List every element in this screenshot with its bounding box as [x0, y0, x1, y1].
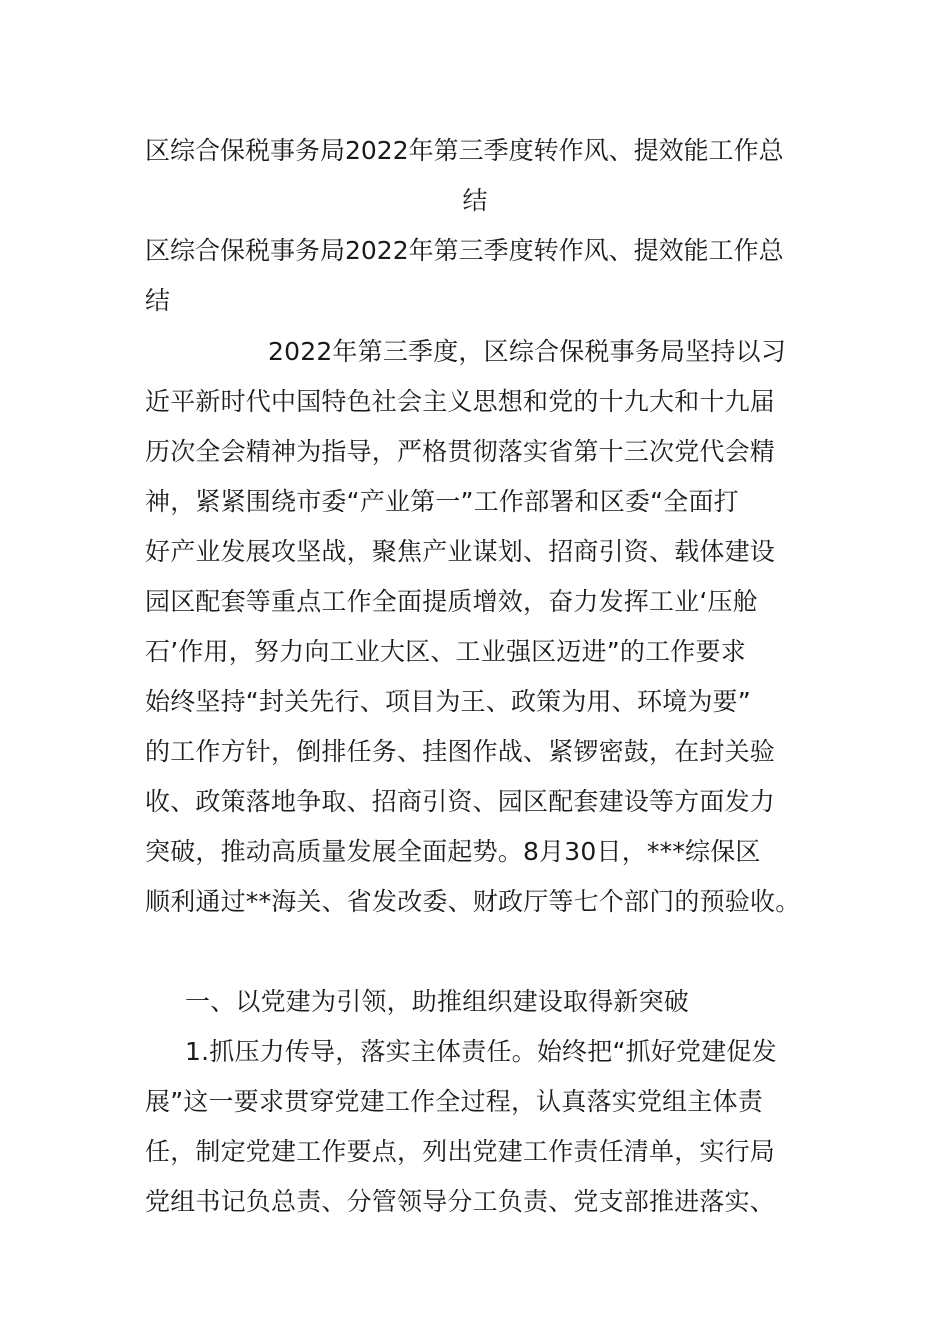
intro-line: 历次全会精神为指导，严格贯彻落实省第十三次党代会精: [145, 437, 776, 466]
section1-line: 展”这一要求贯穿党建工作全过程，认真落实党组主体责: [145, 1087, 763, 1116]
document-subtitle-line2: 结: [145, 286, 171, 315]
section1-line: 任，制定党建工作要点，列出党建工作责任清单，实行局: [145, 1137, 776, 1166]
document-subtitle-line1: 区综合保税事务局2022年第三季度转作风、提效能工作总: [145, 236, 784, 265]
section1-line: 1.抓压力传导，落实主体责任。始终把“抓好党建促发: [185, 1037, 777, 1066]
intro-line: 石’作用，努力向工业大区、工业强区迈进”的工作要求: [145, 637, 746, 666]
intro-line: 收、政策落地争取、招商引资、园区配套建设等方面发力: [145, 787, 776, 816]
intro-line: 顺利通过**海关、省发改委、财政厅等七个部门的预验收。: [145, 887, 801, 916]
document-title-line1: 区综合保税事务局2022年第三季度转作风、提效能工作总: [145, 136, 784, 165]
intro-line: 近平新时代中国特色社会主义思想和党的十九大和十九届: [145, 387, 776, 416]
intro-line: 突破，推动高质量发展全面起势。8月30日，***综保区: [145, 837, 761, 866]
intro-line: 好产业发展攻坚战，聚焦产业谋划、招商引资、载体建设: [145, 537, 776, 566]
intro-line: 园区配套等重点工作全面提质增效，奋力发挥工业‘压舱: [145, 587, 758, 616]
document-title-line2: 结: [462, 186, 488, 215]
intro-line: 2022年第三季度，区综合保税事务局坚持以习: [268, 337, 787, 366]
intro-line: 神，紧紧围绕市委“产业第一”工作部署和区委“全面打: [145, 487, 739, 516]
section1-line: 党组书记负总责、分管领导分工负责、党支部推进落实、: [145, 1187, 776, 1216]
intro-line: 的工作方针，倒排任务、挂图作战、紧锣密鼓，在封关验: [145, 737, 776, 766]
section1-heading: 一、以党建为引领，助推组织建设取得新突破: [185, 987, 690, 1016]
intro-line: 始终坚持“封关先行、项目为王、政策为用、环境为要”: [145, 687, 751, 716]
